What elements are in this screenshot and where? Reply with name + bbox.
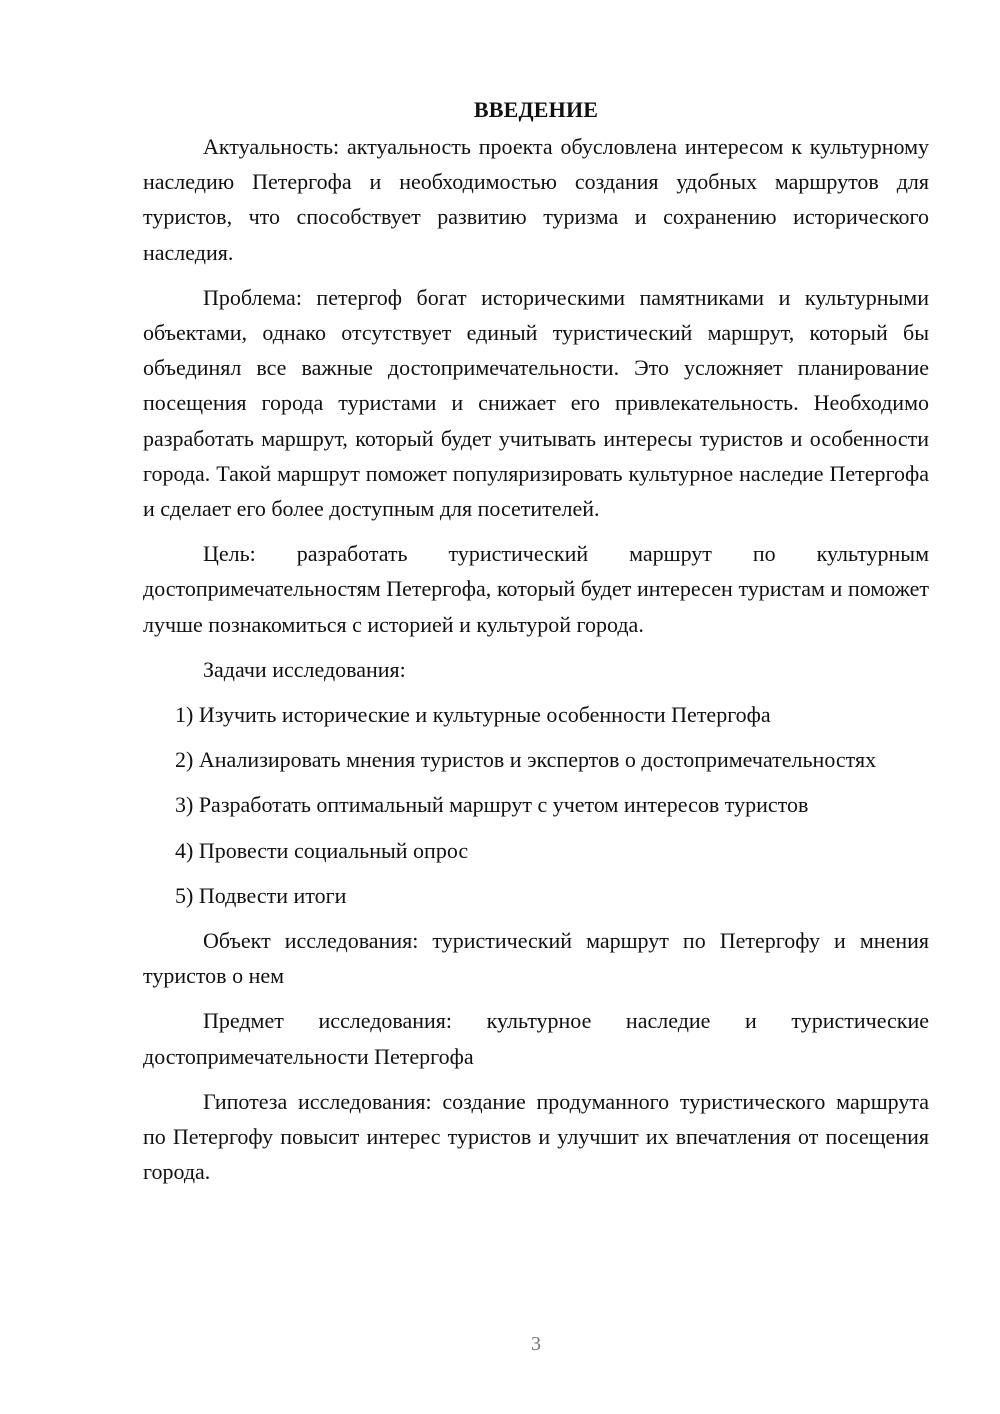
section-title: ВВЕДЕНИЕ: [473, 97, 599, 122]
document-page: [143, 92, 929, 1199]
paragraph-goal: Цель: разработать туристический маршрут по культурным достопримечательностям Петергофа, который будет интересен туристам и поможет лучше познакомиться с историей и культурой города.: [143, 541, 929, 637]
tasks-heading: Задачи исследования:: [203, 656, 406, 682]
paragraph-relevance: Актуальность: актуальность проекта обусловлена интересом к культурному наследию Петергофа и необходимостью создания удобных маршрутов для туристов, что способствует развитию туризма и сохранению исторического наследия.: [143, 134, 929, 265]
task-item-5: 5) Подвести итоги: [175, 882, 347, 908]
paragraph-hypothesis: Гипотеза исследования: создание продуманного туристического маршрута по Петергофу повысит интерес туристов и улучшит их впечатления от посещения города.: [143, 1088, 929, 1185]
paragraph-problem: Проблема: петергоф богат историческими памятниками и культурными объектами, однако отсутствует единый туристический маршрут, который бы объединял все важные достопримечательности. Это усложняет планирование посещения города туристами и снижает его привлекательность. Необходимо разработать маршрут, который будет учитывать интересы туристов и особенности города. Такой маршрут поможет популяризировать культурное наследие Петергофа и сделает его более доступным для посетителей.: [143, 284, 929, 522]
page-number: 3: [531, 1333, 541, 1355]
task-item-1: 1) Изучить исторические и культурные особенности Петергофа: [175, 702, 771, 728]
task-item-3: 3) Разработать оптимальный маршрут с учетом интересов туристов: [175, 792, 809, 818]
paragraph-subject: Предмет исследования: культурное наследие и туристические достопримечательности Петергофа: [143, 1008, 929, 1069]
task-item-2: 2) Анализировать мнения туристов и экспертов о достопримечательностях: [175, 747, 877, 773]
paragraph-object: Объект исследования: туристический маршрут по Петергофу и мнения туристов о нем: [143, 928, 929, 989]
task-item-4: 4) Провести социальный опрос: [175, 837, 469, 863]
